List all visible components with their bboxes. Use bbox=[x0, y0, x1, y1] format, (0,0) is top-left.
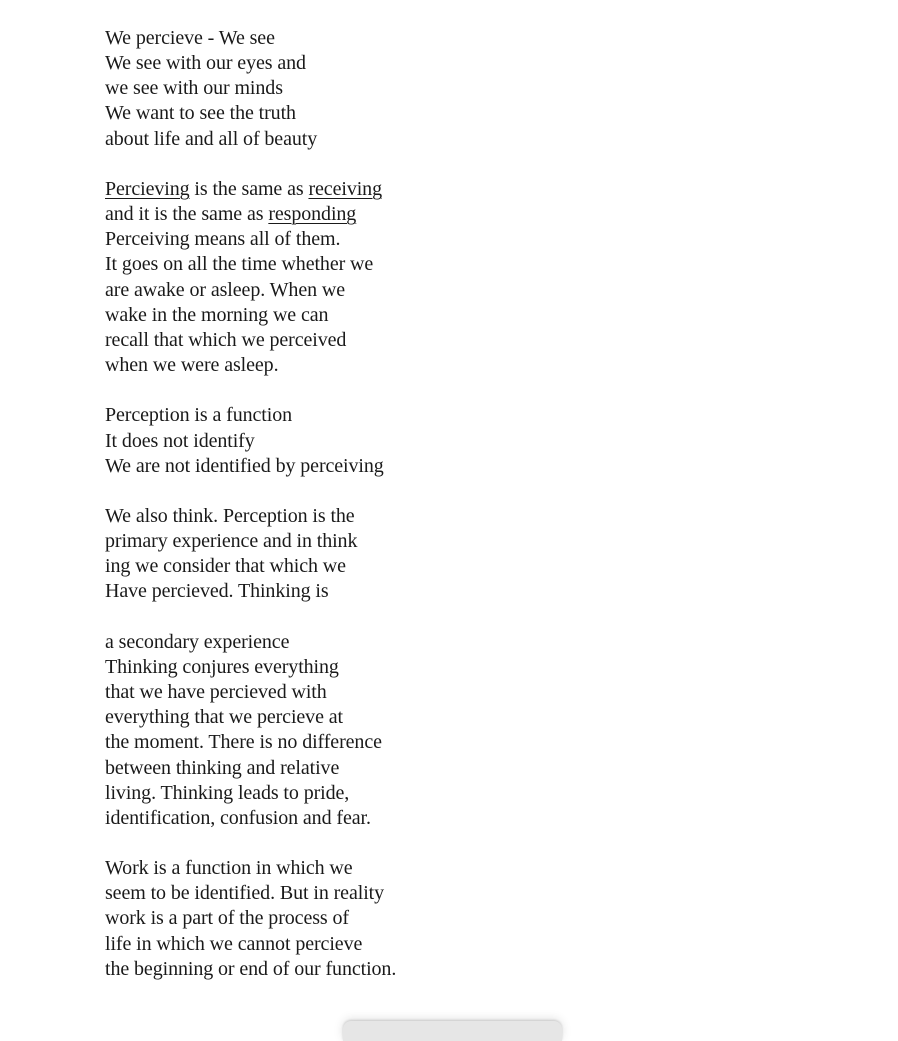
text-line: We are not identified by perceiving bbox=[105, 454, 384, 477]
text-line: living. Thinking leads to pride, bbox=[105, 781, 350, 804]
underlined-word-receiving: receiving bbox=[308, 177, 382, 200]
text-line: Perceiving means all of them. bbox=[105, 228, 341, 251]
stanza-3 bbox=[105, 403, 665, 478]
text-line: the moment. There is no difference bbox=[105, 731, 382, 754]
text-line: It goes on all the time whether we bbox=[105, 253, 374, 276]
text-line-underlined bbox=[105, 177, 665, 202]
text-line: that we have percieved with bbox=[105, 681, 327, 704]
text-line: wake in the morning we can bbox=[105, 303, 329, 326]
stanza-2 bbox=[105, 177, 665, 378]
text-line: between thinking and relative bbox=[105, 756, 340, 779]
text-line: primary experience and in think bbox=[105, 530, 358, 553]
text-line: ing we consider that which we bbox=[105, 555, 346, 578]
underlined-word-responding: responding bbox=[268, 203, 357, 226]
text-line: Work is a function in which we bbox=[105, 857, 353, 880]
text-line: about life and all of beauty bbox=[105, 127, 318, 150]
stanza-4 bbox=[105, 504, 665, 605]
text-line: We percieve - We see bbox=[105, 27, 275, 49]
text-line: Perception is a function bbox=[105, 404, 292, 427]
text-line: We see with our eyes and bbox=[105, 52, 306, 75]
text-line: seem to be identified. But in reality bbox=[105, 882, 385, 905]
stanza-5 bbox=[105, 630, 665, 831]
text-line: We want to see the truth bbox=[105, 102, 296, 125]
text-line: identification, confusion and fear. bbox=[105, 806, 371, 829]
text-line: recall that which we perceived bbox=[105, 328, 347, 351]
text-line: a secondary experience bbox=[105, 630, 290, 653]
bottom-toolbar-edge[interactable] bbox=[343, 1021, 562, 1041]
poem-text bbox=[105, 26, 665, 1007]
text-line: life in which we cannot percieve bbox=[105, 932, 363, 955]
text-line: work is a part of the process of bbox=[105, 907, 349, 930]
text-line: It does not identify bbox=[105, 429, 255, 452]
text-line: Have percieved. Thinking is bbox=[105, 580, 329, 603]
text-line: everything that we percieve at bbox=[105, 706, 343, 729]
text-line: when we were asleep. bbox=[105, 354, 279, 377]
stanza-6 bbox=[105, 856, 665, 982]
text-line-underlined bbox=[105, 202, 665, 227]
text-line: we see with our minds bbox=[105, 77, 283, 100]
text-line: are awake or asleep. When we bbox=[105, 278, 346, 301]
text-line: Thinking conjures everything bbox=[105, 655, 339, 678]
text-fragment: and it is the same as bbox=[105, 203, 269, 226]
underlined-word-percieving: Percieving bbox=[105, 177, 190, 200]
text-line: We also think. Perception is the bbox=[105, 504, 355, 527]
text-fragment: is the same as bbox=[189, 177, 309, 200]
stanza-1 bbox=[105, 26, 665, 152]
text-line: the beginning or end of our function. bbox=[105, 957, 397, 980]
